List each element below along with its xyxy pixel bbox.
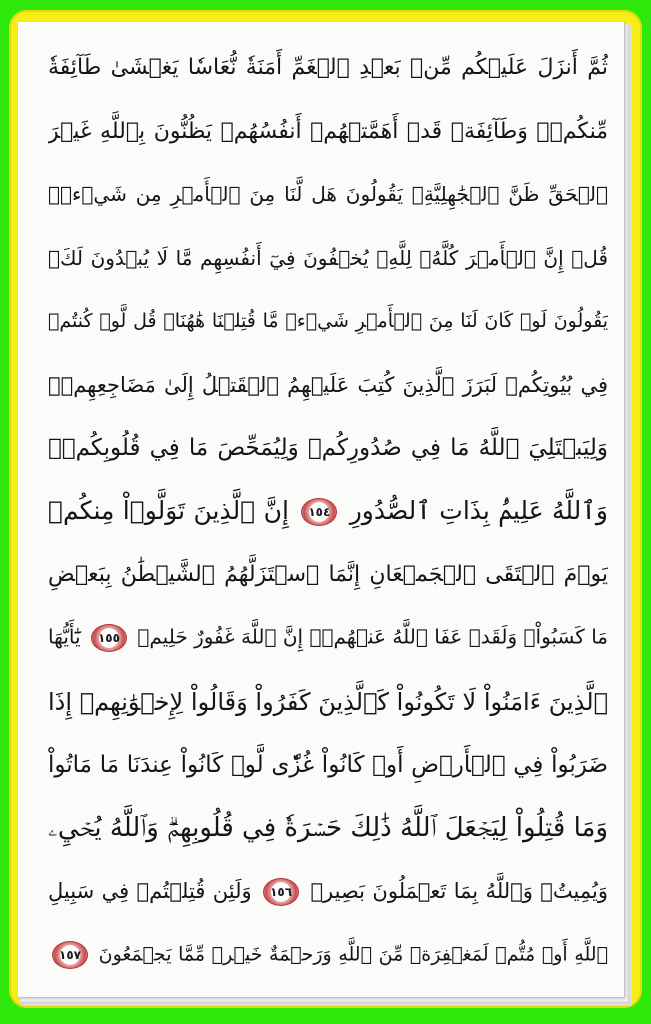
ayah-number-marker: ١٥٦	[263, 878, 299, 906]
verse-line	[48, 480, 608, 543]
verse-text-segment: وَلِيَبۡتَلِيَ ٱللَّهُ مَا فِي صُدُورِكُمۡ وَلِيُمَحِّصَ مَا فِي قُلُوبِكُمۡۚ	[48, 435, 608, 462]
verse-line	[48, 290, 608, 353]
verse-line	[48, 416, 608, 479]
verse-text-segment: يَوۡمَ ٱلۡتَقَى ٱلۡجَمۡعَانِ إِنَّمَا ٱسۡتَزَلَّهُمُ ٱلشَّيۡطَٰنُ بِبَعۡضِ	[48, 562, 608, 588]
verse-line-text	[48, 246, 608, 270]
verse-line-text	[48, 752, 608, 778]
verse-text-segment: مِّنكُمۡۖ وَطَآئِفَةٞ قَدۡ أَهَمَّتۡهُمۡ أَنفُسُهُمۡ يَظُنُّونَ بِٱللَّهِ غَيۡرَ	[48, 118, 608, 144]
verse-line-text	[48, 119, 608, 144]
verse-line	[48, 797, 608, 860]
ayah-number-marker: ١٥٧	[52, 941, 88, 969]
verse-text-segment: وَيُمِيتُۗ وَٱللَّهُ بِمَا تَعۡمَلُونَ بَصِيرٞ	[303, 878, 608, 903]
verse-text-segment: وَلَئِن قُتِلۡتُمۡ فِي سَبِيلِ	[48, 878, 252, 903]
verse-line-text	[48, 878, 608, 906]
verse-line	[48, 733, 608, 796]
verse-line	[48, 226, 608, 289]
verse-text-segment: ثُمَّ أَنزَلَ عَلَيۡكُم مِّنۢ بَعۡدِ ٱلۡغَمِّ أَمَنَةٗ نُّعَاسٗا يَغۡشَىٰ طَآئِفَةٗ	[48, 55, 608, 81]
verse-text-segment: مَا كَسَبُواْۖ وَلَقَدۡ عَفَا ٱللَّهُ عَنۡهُمۡۗ إِنَّ ٱللَّهَ غَفُورٌ حَلِيمٞ	[130, 624, 608, 649]
mushaf-page	[18, 22, 624, 997]
verse-text-segment: قُلۡ إِنَّ ٱلۡأَمۡرَ كُلَّهُۥ لِلَّهِۗ يُخۡفُونَ فِيٓ أَنفُسِهِم مَّا لَا يُبۡدُونَ لَكَۖ	[48, 245, 608, 270]
verse-line-text	[48, 941, 608, 969]
verse-line	[48, 607, 608, 670]
verse-line-text	[48, 182, 608, 206]
ayah-number-marker: ١٥٥	[91, 624, 127, 652]
verse-line-text	[48, 688, 608, 716]
verse-line-text	[48, 813, 608, 844]
verse-line	[48, 543, 608, 606]
verse-line-text	[48, 624, 608, 652]
verse-line	[48, 670, 608, 733]
verse-text-segment: ٱللَّهِ أَوۡ مُتُّمۡ لَمَغۡفِرَةٞ مِّنَ ٱللَّهِ وَرَحۡمَةٌ خَيۡرٞ مِّمَّا يَجۡمَعُونَ	[92, 943, 608, 966]
verse-line	[48, 99, 608, 162]
verse-text-segment: ضَرَبُواْ فِي ٱلۡأَرۡضِ أَوۡ كَانُواْ غُزّٗى لَّوۡ كَانُواْ عِندَنَا مَا مَاتُواْ	[48, 751, 608, 778]
verse-text-segment: يَٰٓأَيُّهَا	[48, 624, 81, 649]
verse-text-segment: فِي بُيُوتِكُمۡ لَبَرَزَ ٱلَّذِينَ كُتِبَ عَلَيۡهِمُ ٱلۡقَتۡلُ إِلَىٰ مَضَاجِعِهِمۡۖ	[48, 372, 608, 397]
verse-line	[48, 163, 608, 226]
verse-line-text	[48, 373, 608, 397]
verse-text-segment: وَٱللَّهُ عَلِيمُۢ بِذَاتِ ٱلصُّدُورِ	[341, 496, 608, 526]
ayah-number-marker: ١٥٤	[301, 498, 337, 526]
verse-text-segment: ٱلۡحَقِّ ظَنَّ ٱلۡجَٰهِلِيَّةِۖ يَقُولُونَ هَل لَّنَا مِنَ ٱلۡأَمۡرِ مِن شَيۡءٖۗ	[48, 182, 608, 207]
verse-line-text	[48, 496, 608, 526]
verse-text-segment: وَمَا قُتِلُواْ لِيَجۡعَلَ ٱللَّهُ ذَٰلِكَ حَسۡرَةٗ فِي قُلُوبِهِمۡۗ وَٱللَّهُ يُحۡيِۦ	[48, 812, 608, 843]
verse-line-text	[48, 435, 608, 461]
verse-text-segment: يَقُولُونَ لَوۡ كَانَ لَنَا مِنَ ٱلۡأَمۡرِ شَيۡءٞ مَّا قُتِلۡنَا هَٰهُنَاۗ قُل لَّوۡ كُنتُمۡ	[48, 310, 608, 333]
verse-line	[48, 353, 608, 416]
verse-line-text	[48, 310, 608, 332]
verse-text-segment: ٱلَّذِينَ ءَامَنُواْ لَا تَكُونُواْ كَٱلَّذِينَ كَفَرُواْ وَقَالُواْ لِإِخۡوَٰنِهِمۡ إِذَا	[48, 687, 608, 716]
verse-line	[48, 36, 608, 99]
verse-text-segment: إِنَّ ٱلَّذِينَ تَوَلَّوۡاْ مِنكُمۡ	[48, 496, 289, 526]
verse-line	[48, 860, 608, 923]
verse-line	[48, 923, 608, 986]
verse-line-text	[48, 562, 608, 587]
verse-line-text	[48, 55, 608, 80]
verse-lines	[48, 36, 608, 986]
